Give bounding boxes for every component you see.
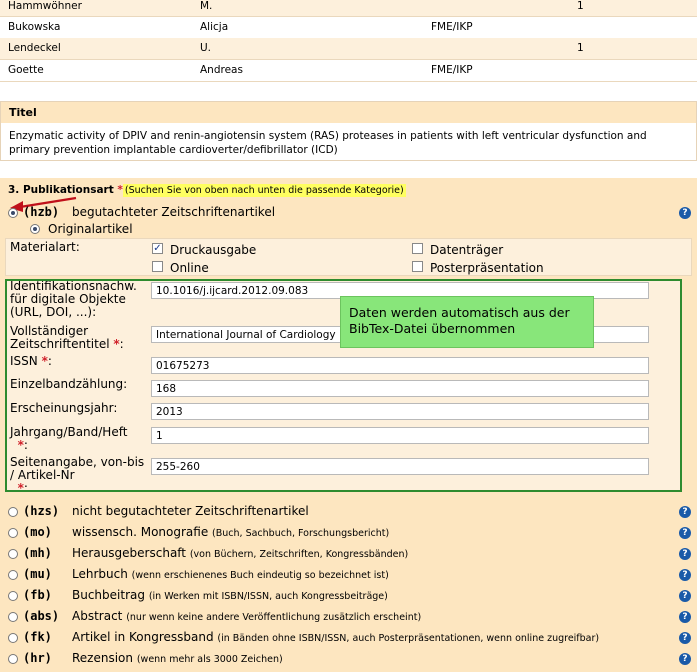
help-icon[interactable]: ? bbox=[679, 653, 691, 665]
option-label-hzb: begutachteter Zeitschriftenartikel bbox=[72, 205, 276, 219]
checkbox-posterpraesentation[interactable] bbox=[412, 261, 423, 272]
required-marker: * bbox=[113, 337, 120, 351]
field-label-text: Vollständiger Zeitschriftentitel bbox=[10, 324, 110, 351]
erscheinungsjahr-input[interactable]: 2013 bbox=[151, 403, 649, 420]
field-label-einzelband: Einzelbandzählung: bbox=[10, 377, 128, 391]
option-label bbox=[72, 588, 388, 602]
author-row bbox=[0, 0, 697, 17]
option-code: (mh) bbox=[23, 546, 52, 560]
required-marker: * bbox=[41, 354, 48, 368]
field-label-journal: Vollständiger Zeitschriftentitel *: bbox=[10, 324, 124, 351]
author-row bbox=[0, 59, 697, 82]
publication-type-heading bbox=[8, 184, 406, 196]
author-first-name: Andreas bbox=[200, 64, 243, 76]
field-label-text: Seitenangabe, von-bis / Artikel-Nr bbox=[10, 455, 145, 482]
author-last-name: Bukowska bbox=[8, 21, 61, 33]
journal-title-input[interactable]: International Journal of Cardiology bbox=[151, 326, 649, 343]
radio-fb[interactable] bbox=[8, 591, 18, 601]
issn-input[interactable]: 01675273 bbox=[151, 357, 649, 374]
option-code: (fb) bbox=[23, 588, 52, 602]
option-label bbox=[72, 630, 599, 644]
option-label-text: Abstract bbox=[72, 609, 123, 623]
help-icon[interactable]: ? bbox=[679, 569, 691, 581]
title-heading: Titel bbox=[9, 106, 37, 119]
author-institute: FME/IKP bbox=[431, 64, 473, 76]
author-row bbox=[0, 16, 697, 39]
option-subtext: (von Büchern, Zeitschriften, Kongressbänden) bbox=[189, 549, 409, 560]
author-first-name: M. bbox=[200, 0, 213, 12]
material-block bbox=[5, 238, 692, 276]
option-label-text: Buchbeitrag bbox=[72, 588, 145, 602]
radio-hzb[interactable] bbox=[8, 208, 18, 218]
field-label-issn: ISSN *: bbox=[10, 354, 52, 368]
field-label-text: Jahrgang/Band/Heft bbox=[10, 425, 128, 439]
help-icon[interactable]: ? bbox=[679, 548, 691, 560]
radio-hzs[interactable] bbox=[8, 507, 18, 517]
option-code: (hzs) bbox=[23, 504, 60, 518]
material-label: Materialart: bbox=[10, 240, 80, 254]
option-code: (mu) bbox=[23, 567, 52, 581]
author-last-name: Goette bbox=[8, 64, 44, 76]
radio-mo[interactable] bbox=[8, 528, 18, 538]
option-label bbox=[72, 546, 408, 560]
material-option-label: Posterpräsentation bbox=[430, 261, 544, 275]
radio-hr[interactable] bbox=[8, 654, 18, 664]
title-text: Enzymatic activity of DPIV and renin-angiotensin system (RAS) proteases in patients with left ventricular dysfunction and primary prevention implantable cardioverter/defibrillator (ICD) bbox=[9, 130, 647, 156]
doi-input[interactable]: 10.1016/j.ijcard.2012.09.083 bbox=[151, 282, 649, 299]
option-subtext: (nur wenn keine andere Veröffentlichung zusätzlich erscheint) bbox=[126, 612, 422, 623]
radio-mu[interactable] bbox=[8, 570, 18, 580]
author-row bbox=[0, 38, 697, 59]
option-code: (abs) bbox=[23, 609, 60, 623]
publication-heading-text: 3. Publikationsart bbox=[8, 184, 114, 196]
help-icon[interactable]: ? bbox=[679, 527, 691, 539]
auto-import-callout: Daten werden automatisch aus der BibTex-Datei übernommen bbox=[340, 296, 594, 348]
option-code: (hr) bbox=[23, 651, 52, 665]
option-label-text: wissensch. Monografie bbox=[72, 525, 209, 539]
help-icon[interactable]: ? bbox=[679, 632, 691, 644]
checkbox-datentraeger[interactable] bbox=[412, 243, 423, 254]
option-subtext: (wenn mehr als 3000 Zeichen) bbox=[136, 654, 283, 665]
suboption-label: Originalartikel bbox=[48, 222, 133, 236]
checkbox-druckausgabe[interactable]: ✓ bbox=[153, 243, 162, 254]
option-subtext: (in Bänden ohne ISBN/ISSN, auch Posterpräsentationen, wenn online zugreifbar) bbox=[217, 633, 600, 644]
option-label-text: nicht begutachteter Zeitschriftenartikel bbox=[72, 504, 309, 518]
option-label bbox=[72, 504, 309, 518]
option-subtext: (Buch, Sachbuch, Forschungsbericht) bbox=[212, 528, 390, 539]
material-option-label: Datenträger bbox=[430, 243, 504, 257]
option-label bbox=[72, 567, 389, 581]
title-section bbox=[0, 101, 697, 161]
field-label-doi: Identifikationsnachw. für digitale Objekte (URL, DOI, ...): bbox=[10, 279, 137, 319]
field-label-pages: Seitenangabe, von-bis / Artikel-Nr *: bbox=[10, 455, 145, 495]
option-label-text: Rezension bbox=[72, 651, 134, 665]
field-label-text: ISSN bbox=[10, 354, 38, 368]
help-icon[interactable]: ? bbox=[679, 207, 691, 219]
radio-fk[interactable] bbox=[8, 633, 18, 643]
option-subtext: (in Werken mit ISBN/ISSN, auch Kongressbeiträge) bbox=[148, 591, 388, 602]
radio-mh[interactable] bbox=[8, 549, 18, 559]
title-header bbox=[1, 102, 696, 123]
author-last-name: Lendeckel bbox=[8, 42, 61, 54]
help-icon[interactable]: ? bbox=[679, 506, 691, 518]
option-label-text: Artikel in Kongressband bbox=[72, 630, 214, 644]
required-marker: * bbox=[117, 184, 123, 196]
help-icon[interactable]: ? bbox=[679, 611, 691, 623]
option-code-hzb: (hzb) bbox=[23, 205, 60, 219]
radio-originalartikel[interactable] bbox=[30, 224, 40, 234]
option-label bbox=[72, 609, 421, 623]
required-marker: * bbox=[17, 481, 24, 495]
author-number: 1 bbox=[577, 42, 584, 54]
seitenangabe-input[interactable]: 255-260 bbox=[151, 458, 649, 475]
author-institute: FME/IKP bbox=[431, 21, 473, 33]
option-subtext: (wenn erschienenes Buch eindeutig so bezeichnet ist) bbox=[131, 570, 389, 581]
author-number: 1 bbox=[577, 0, 584, 12]
radio-abs[interactable] bbox=[8, 612, 18, 622]
option-label bbox=[72, 525, 389, 539]
jahrgang-input[interactable]: 1 bbox=[151, 427, 649, 444]
author-first-name: Alicja bbox=[200, 21, 229, 33]
publication-hint: (Suchen Sie von oben nach unten die passende Kategorie) bbox=[124, 185, 404, 196]
option-code: (mo) bbox=[23, 525, 52, 539]
field-label-volume: Jahrgang/Band/Heft *: bbox=[10, 425, 128, 452]
checkbox-online[interactable] bbox=[152, 261, 163, 272]
einzelbandzaehlung-input[interactable]: 168 bbox=[151, 380, 649, 397]
field-label-year: Erscheinungsjahr: bbox=[10, 401, 118, 415]
help-icon[interactable]: ? bbox=[679, 590, 691, 602]
author-first-name: U. bbox=[200, 42, 212, 54]
option-label bbox=[72, 651, 283, 665]
material-option-label: Online bbox=[170, 261, 209, 275]
option-label-text: Herausgeberschaft bbox=[72, 546, 187, 560]
option-code: (fk) bbox=[23, 630, 52, 644]
author-last-name: Hammwöhner bbox=[8, 0, 82, 12]
material-option-label: Druckausgabe bbox=[170, 243, 257, 257]
option-label-text: Lehrbuch bbox=[72, 567, 128, 581]
required-marker: * bbox=[17, 438, 24, 452]
